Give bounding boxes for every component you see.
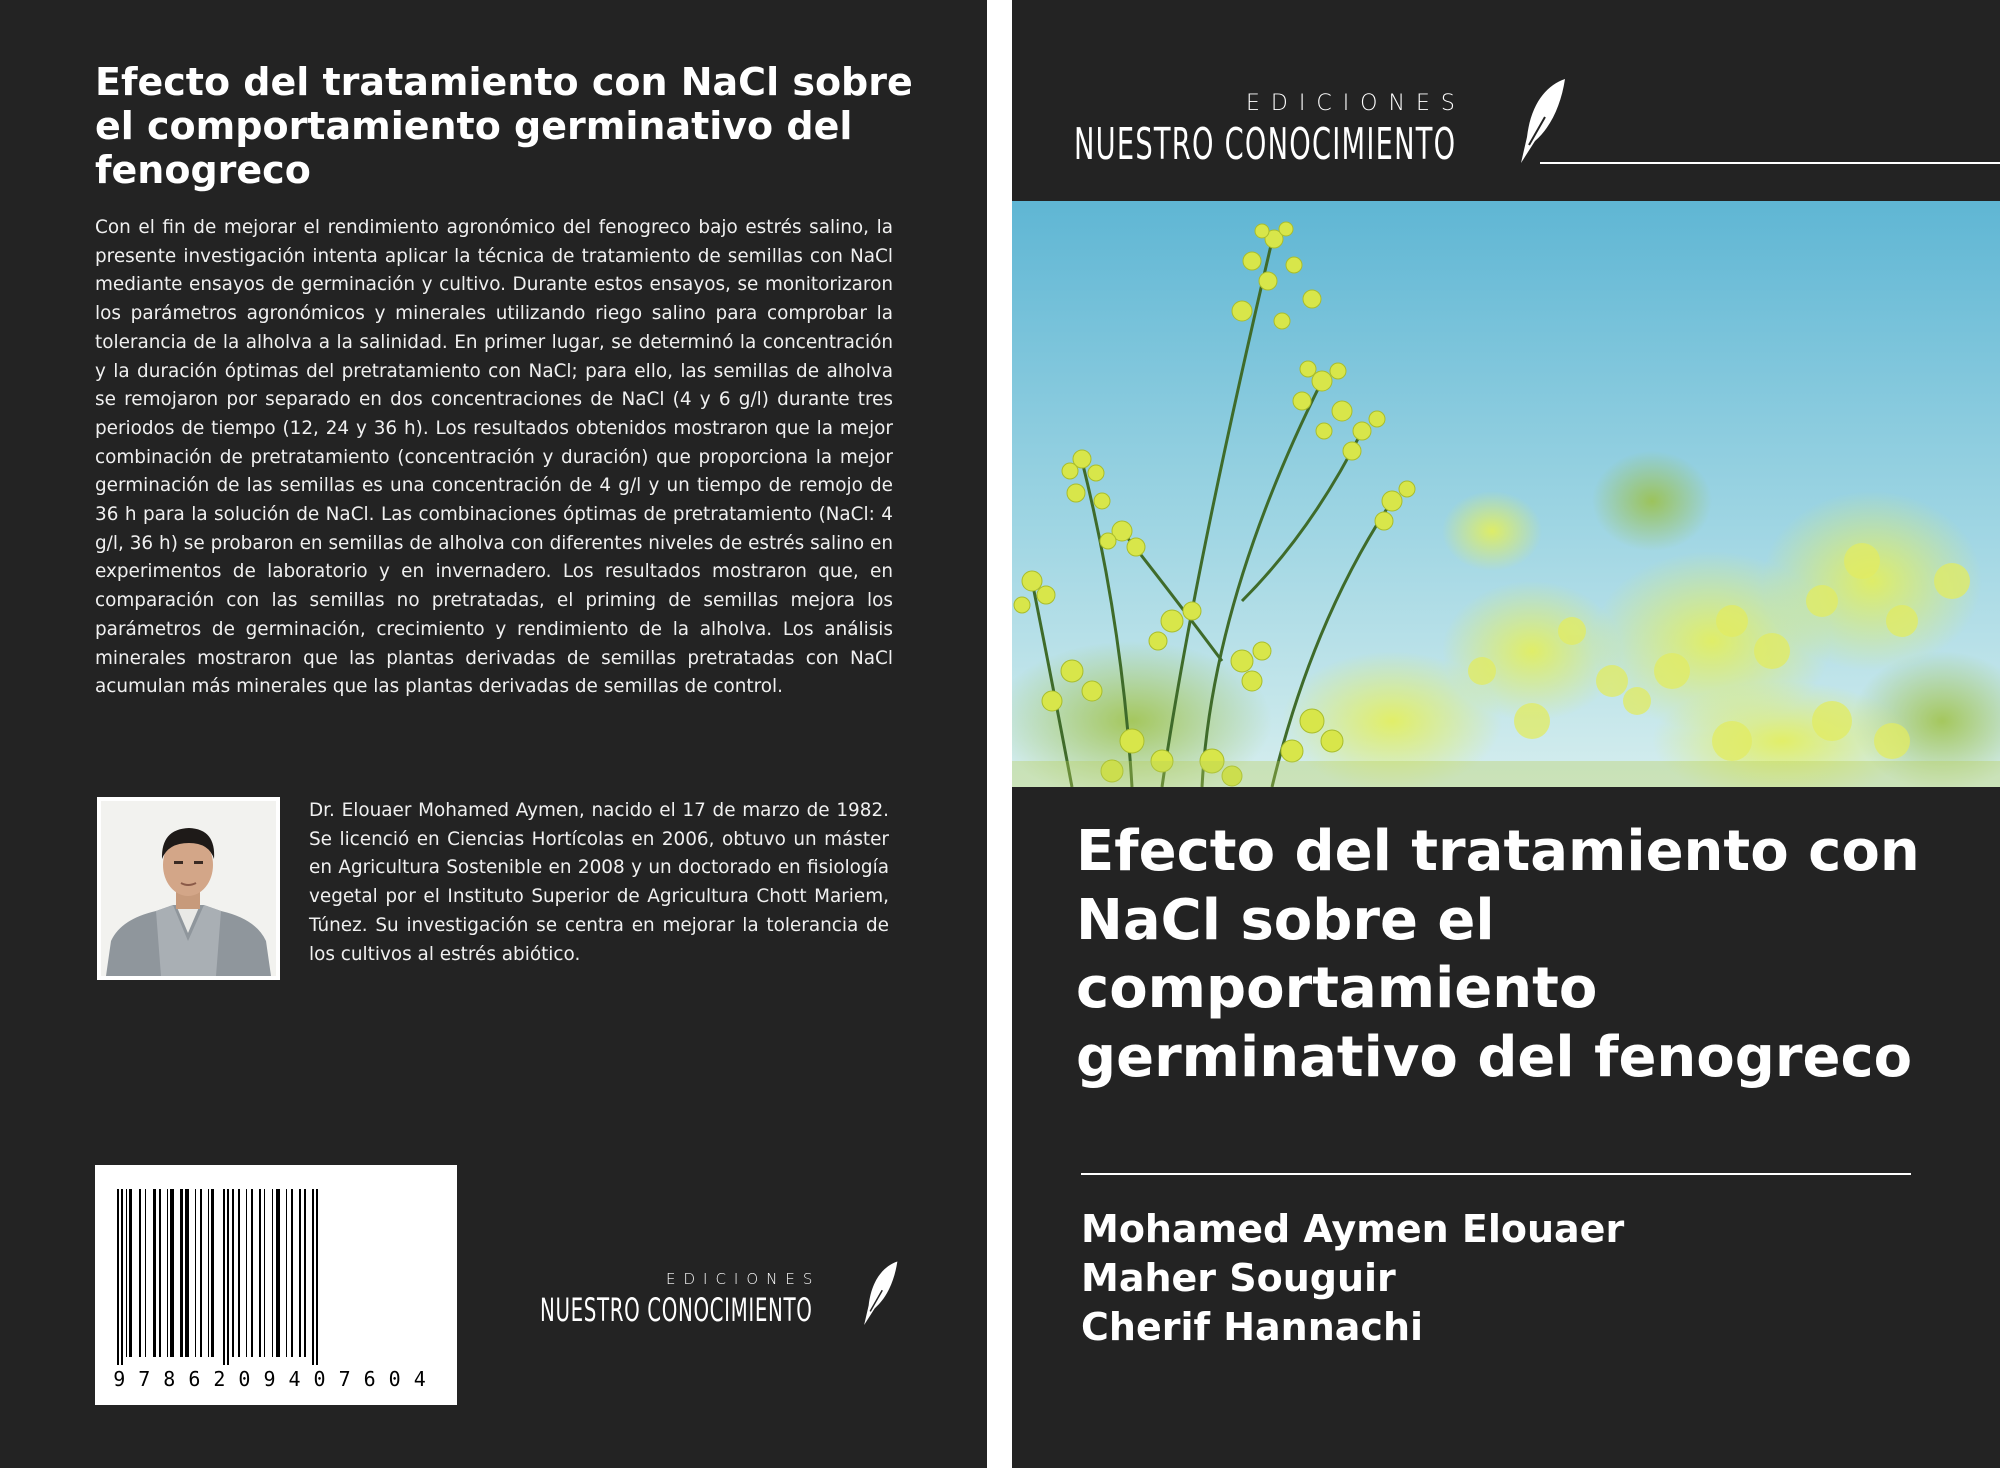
barcode-bar [223, 1189, 225, 1365]
author-portrait-icon [101, 801, 276, 976]
barcode-bar [312, 1189, 314, 1365]
barcode-bar [195, 1189, 196, 1357]
barcode-bar [299, 1189, 301, 1357]
publisher-logo-front [1074, 85, 1994, 175]
author-name: Mohamed Aymen Elouaer [1081, 1207, 1625, 1251]
barcode-bar [208, 1189, 209, 1357]
barcode-bar [126, 1189, 127, 1357]
barcode-bar [259, 1189, 261, 1357]
back-cover-title: Efecto del tratamiento con NaCl sobre el comportamiento germinativo del fenogreco [95, 60, 913, 192]
barcode-bar [121, 1189, 123, 1365]
barcode-bar [316, 1189, 318, 1365]
barcode-bar [246, 1189, 247, 1357]
barcode-bar [145, 1189, 146, 1357]
barcode-bar [227, 1189, 229, 1365]
barcode-bar [180, 1189, 183, 1357]
barcode-bars [95, 1165, 457, 1365]
barcode-bar [185, 1189, 189, 1357]
barcode-bar [291, 1189, 293, 1357]
barcode-bar [286, 1189, 287, 1357]
barcode-bar [304, 1189, 306, 1357]
pen-nib-icon [855, 1260, 905, 1328]
title-divider [1081, 1173, 1911, 1175]
cover-photo [1012, 201, 2000, 787]
author-name: Maher Souguir [1081, 1256, 1396, 1300]
barcode-bar [159, 1189, 161, 1357]
barcode-bar [170, 1189, 174, 1357]
yellow-flowers-photo-icon [1012, 201, 2000, 787]
publisher-logo-main-text: NUESTRO CONOCIMIENTO [1074, 119, 1457, 170]
isbn-barcode [95, 1165, 457, 1405]
barcode-bar [211, 1189, 214, 1357]
barcode-bar [117, 1189, 119, 1365]
author-list [1081, 1205, 1624, 1352]
author-bio: Dr. Elouaer Mohamed Aymen, nacido el 17 de marzo de 1982. Se licenció en Ciencias Hortícolas en 2006, obtuvo un máster en Agricultura Sostenible en 2008 y un doctorado en fisiología vegetal por el Instituto Superior de Agricultura Chott Mariem, Túnez. Su investigación se centra en mejorar la tolerancia de los cultivos al estrés abiótico. [309, 800, 889, 965]
barcode-bar [153, 1189, 156, 1357]
front-cover [1012, 0, 2000, 1468]
back-cover [0, 0, 987, 1468]
barcode-bar [167, 1189, 168, 1357]
publisher-logo-back [540, 1260, 920, 1340]
author-photo [97, 797, 280, 980]
publisher-logo-main-text: NUESTRO CONOCIMIENTO [540, 1291, 813, 1329]
isbn-number: 9786209407604 [113, 1367, 439, 1391]
barcode-bar [264, 1189, 265, 1357]
barcode-bar [200, 1189, 202, 1357]
publisher-logo-top-text: EDICIONES [666, 1270, 821, 1288]
publisher-logo-top-text: EDICIONES [1246, 91, 1466, 116]
barcode-bar [129, 1189, 132, 1357]
front-cover-title: Efecto del tratamiento con NaCl sobre el comportamiento germinativo del fenogreco [1076, 819, 1920, 1090]
back-cover-abstract: Con el fin de mejorar el rendimiento agronómico del fenogreco bajo estrés salino, la presente investigación intenta aplicar la técnica de tratamiento de semillas con NaCl mediante ensayos de germinación y cultivo. Durante estos ensayos, se monitorizaron los parámetros agronómicos y minerales utilizando riego salino para comprobar la tolerancia de la alholva a la salinidad. En primer lugar, se determinó la concentración y la duración óptimas del pretratamiento con NaCl; para ello, las semillas de alholva se remojaron por separado en dos concentraciones de NaCl (4 y 6 g/l) durante tres periodos de tiempo (12, 24 y 36 h). Los resultados obtenidos mostraron que la mejor combinación de pretratamiento (concentración y duración) que proporciona la mejor germinación de las semillas es una concentración de 4 g/l y un tiempo de remojo de 36 h para la solución de NaCl. Las combinaciones óptimas de pretratamiento (NaCl: 4 g/l, 36 h) se probaron en semillas de alholva con diferentes niveles de estrés salino en experimentos de laboratorio y en invernadero. Los resultados mostraron que, en comparación con las semillas no pretratadas, el priming de semillas mejora los parámetros de germinación, crecimiento y rendimiento de la alholva. Los análisis minerales mostraron que las plantas derivadas de semillas pretratadas con NaCl acumulan más minerales que las plantas derivadas de semillas de control. [95, 217, 893, 698]
barcode-bar [139, 1189, 141, 1357]
barcode-bar [232, 1189, 234, 1357]
barcode-bar [238, 1189, 240, 1357]
author-name: Cherif Hannachi [1081, 1305, 1424, 1349]
pen-nib-icon [1509, 77, 1575, 167]
barcode-bar [251, 1189, 253, 1357]
logo-underline [1540, 162, 2000, 164]
barcode-bar [276, 1189, 280, 1357]
barcode-bar [272, 1189, 273, 1357]
